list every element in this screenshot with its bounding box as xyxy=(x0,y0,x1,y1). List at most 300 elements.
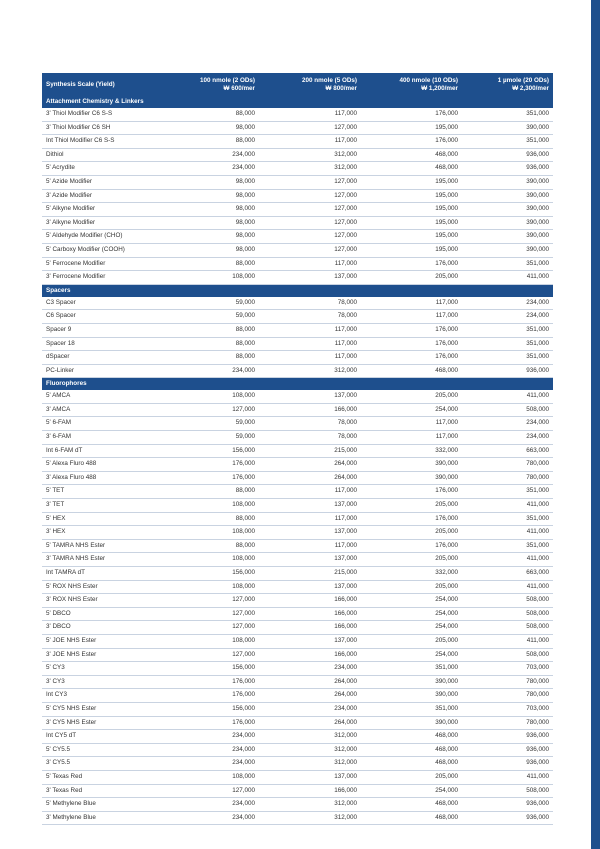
price-200-nmole-cell: 117,000 xyxy=(259,337,361,351)
price-100-nmole-cell: 127,000 xyxy=(168,784,259,798)
price-1-umole-cell: 411,000 xyxy=(462,634,553,648)
price-200-nmole-cell: 117,000 xyxy=(259,512,361,526)
table-row xyxy=(42,230,553,244)
price-400-nmole-cell: 205,000 xyxy=(361,770,462,784)
price-400-nmole-cell: 195,000 xyxy=(361,121,462,135)
price-1-umole-cell: 411,000 xyxy=(462,770,553,784)
price-100-nmole-cell: 98,000 xyxy=(168,175,259,189)
price-400-nmole-cell: 351,000 xyxy=(361,662,462,676)
product-name-cell: Spacer 9 xyxy=(42,323,168,337)
table-row xyxy=(42,621,553,635)
price-400-nmole-cell: 176,000 xyxy=(361,485,462,499)
price-200-nmole-cell: 127,000 xyxy=(259,203,361,217)
price-100-nmole-cell: 88,000 xyxy=(168,485,259,499)
price-1-umole-cell: 703,000 xyxy=(462,662,553,676)
price-100-nmole-cell: 234,000 xyxy=(168,364,259,378)
product-name-cell: 5' Ferrocene Modifier xyxy=(42,257,168,271)
table-row xyxy=(42,310,553,324)
product-name-cell: 5' TET xyxy=(42,485,168,499)
price-200-nmole-cell: 166,000 xyxy=(259,607,361,621)
price-400-nmole-cell: 176,000 xyxy=(361,539,462,553)
price-200-nmole-cell: 127,000 xyxy=(259,121,361,135)
product-name-cell: 3' Methylene Blue xyxy=(42,811,168,825)
price-100-nmole-cell: 234,000 xyxy=(168,162,259,176)
table-row xyxy=(42,351,553,365)
product-name-cell: 5' AMCA xyxy=(42,390,168,403)
price-400-nmole-cell: 195,000 xyxy=(361,175,462,189)
product-name-cell: PC-Linker xyxy=(42,364,168,378)
price-200-nmole-cell: 78,000 xyxy=(259,310,361,324)
price-400-nmole-cell: 195,000 xyxy=(361,230,462,244)
product-name-cell: Int Thiol Modifier C6 S-S xyxy=(42,135,168,149)
price-200-nmole-cell: 312,000 xyxy=(259,364,361,378)
product-name-cell: Int TAMRA dT xyxy=(42,567,168,581)
price-400-nmole-cell: 468,000 xyxy=(361,364,462,378)
price-100-nmole-cell: 98,000 xyxy=(168,189,259,203)
price-400-nmole-cell: 390,000 xyxy=(361,689,462,703)
price-400-nmole-cell: 176,000 xyxy=(361,512,462,526)
price-400-nmole-cell: 195,000 xyxy=(361,216,462,230)
table-row xyxy=(42,364,553,378)
price-1-umole-cell: 390,000 xyxy=(462,189,553,203)
price-200-nmole-cell: 264,000 xyxy=(259,689,361,703)
price-table xyxy=(42,73,553,825)
product-name-cell: Int 6-FAM dT xyxy=(42,444,168,458)
price-100-nmole-cell: 127,000 xyxy=(168,648,259,662)
price-1-umole-cell: 936,000 xyxy=(462,798,553,812)
table-row xyxy=(42,798,553,812)
price-400-nmole-cell: 176,000 xyxy=(361,108,462,121)
price-400-nmole-cell: 176,000 xyxy=(361,257,462,271)
price-100-nmole-cell: 88,000 xyxy=(168,108,259,121)
price-400-nmole-cell: 117,000 xyxy=(361,297,462,310)
price-200-nmole-cell: 127,000 xyxy=(259,189,361,203)
price-200-nmole-cell: 117,000 xyxy=(259,485,361,499)
table-row xyxy=(42,743,553,757)
product-name-cell: 3' Thiol Modifier C6 SH xyxy=(42,121,168,135)
price-1-umole-cell: 508,000 xyxy=(462,607,553,621)
product-name-cell: 5' Methylene Blue xyxy=(42,798,168,812)
price-1-umole-cell: 390,000 xyxy=(462,203,553,217)
price-1-umole-cell: 411,000 xyxy=(462,390,553,403)
table-row xyxy=(42,403,553,417)
product-name-cell: Spacer 18 xyxy=(42,337,168,351)
price-200-nmole-cell: 137,000 xyxy=(259,526,361,540)
price-100-nmole-cell: 98,000 xyxy=(168,203,259,217)
price-100-nmole-cell: 234,000 xyxy=(168,730,259,744)
header-100-nmole: 100 nmole (2 ODs) ₩ 600/mer xyxy=(168,73,259,96)
price-100-nmole-cell: 98,000 xyxy=(168,216,259,230)
price-1-umole-cell: 780,000 xyxy=(462,458,553,472)
price-1-umole-cell: 351,000 xyxy=(462,135,553,149)
price-100-nmole-cell: 108,000 xyxy=(168,499,259,513)
product-name-cell: 5' 6-FAM xyxy=(42,417,168,431)
table-row xyxy=(42,580,553,594)
table-row xyxy=(42,175,553,189)
price-200-nmole-cell: 78,000 xyxy=(259,417,361,431)
table-row xyxy=(42,257,553,271)
price-200-nmole-cell: 234,000 xyxy=(259,702,361,716)
price-400-nmole-cell: 468,000 xyxy=(361,757,462,771)
section-title: Fluorophores xyxy=(42,378,553,391)
price-1-umole-cell: 411,000 xyxy=(462,499,553,513)
product-name-cell: C6 Spacer xyxy=(42,310,168,324)
price-100-nmole-cell: 88,000 xyxy=(168,539,259,553)
product-name-cell: 3' Alexa Fluro 488 xyxy=(42,471,168,485)
price-200-nmole-cell: 166,000 xyxy=(259,621,361,635)
price-200-nmole-cell: 137,000 xyxy=(259,580,361,594)
product-name-cell: 3' TET xyxy=(42,499,168,513)
price-100-nmole-cell: 98,000 xyxy=(168,121,259,135)
section-header-row xyxy=(42,96,553,108)
product-name-cell: 5' Alkyne Modifier xyxy=(42,203,168,217)
product-name-cell: 3' Ferrocene Modifier xyxy=(42,271,168,285)
price-200-nmole-cell: 166,000 xyxy=(259,784,361,798)
price-400-nmole-cell: 205,000 xyxy=(361,580,462,594)
price-400-nmole-cell: 468,000 xyxy=(361,743,462,757)
table-row xyxy=(42,162,553,176)
table-row xyxy=(42,108,553,121)
table-row xyxy=(42,121,553,135)
product-name-cell: 5' TAMRA NHS Ester xyxy=(42,539,168,553)
table-row xyxy=(42,526,553,540)
price-100-nmole-cell: 156,000 xyxy=(168,662,259,676)
price-200-nmole-cell: 137,000 xyxy=(259,271,361,285)
price-200-nmole-cell: 137,000 xyxy=(259,553,361,567)
section-header-row xyxy=(42,284,553,297)
price-100-nmole-cell: 108,000 xyxy=(168,770,259,784)
price-400-nmole-cell: 254,000 xyxy=(361,594,462,608)
price-100-nmole-cell: 108,000 xyxy=(168,271,259,285)
price-200-nmole-cell: 312,000 xyxy=(259,162,361,176)
product-name-cell: 3' DBCO xyxy=(42,621,168,635)
price-1-umole-cell: 411,000 xyxy=(462,553,553,567)
price-200-nmole-cell: 127,000 xyxy=(259,243,361,257)
price-100-nmole-cell: 234,000 xyxy=(168,743,259,757)
price-400-nmole-cell: 195,000 xyxy=(361,189,462,203)
price-400-nmole-cell: 254,000 xyxy=(361,403,462,417)
price-400-nmole-cell: 205,000 xyxy=(361,526,462,540)
table-row xyxy=(42,648,553,662)
price-400-nmole-cell: 390,000 xyxy=(361,458,462,472)
product-name-cell: 5' Carboxy Modifier (COOH) xyxy=(42,243,168,257)
price-1-umole-cell: 780,000 xyxy=(462,689,553,703)
header-synthesis-scale: Synthesis Scale (Yield) xyxy=(42,73,168,96)
price-100-nmole-cell: 59,000 xyxy=(168,417,259,431)
product-name-cell: 3' ROX NHS Ester xyxy=(42,594,168,608)
table-row xyxy=(42,216,553,230)
price-1-umole-cell: 411,000 xyxy=(462,580,553,594)
price-200-nmole-cell: 127,000 xyxy=(259,216,361,230)
table-body xyxy=(42,96,553,825)
price-200-nmole-cell: 264,000 xyxy=(259,458,361,472)
product-name-cell: Int CY3 xyxy=(42,689,168,703)
price-200-nmole-cell: 117,000 xyxy=(259,351,361,365)
table-row xyxy=(42,594,553,608)
price-400-nmole-cell: 176,000 xyxy=(361,337,462,351)
price-100-nmole-cell: 108,000 xyxy=(168,580,259,594)
price-100-nmole-cell: 234,000 xyxy=(168,798,259,812)
price-400-nmole-cell: 176,000 xyxy=(361,135,462,149)
price-100-nmole-cell: 88,000 xyxy=(168,135,259,149)
price-100-nmole-cell: 176,000 xyxy=(168,675,259,689)
price-1-umole-cell: 390,000 xyxy=(462,230,553,244)
product-name-cell: Int CY5 dT xyxy=(42,730,168,744)
table-row xyxy=(42,390,553,403)
table-row xyxy=(42,485,553,499)
table-row xyxy=(42,243,553,257)
price-200-nmole-cell: 166,000 xyxy=(259,648,361,662)
price-100-nmole-cell: 234,000 xyxy=(168,148,259,162)
price-100-nmole-cell: 88,000 xyxy=(168,351,259,365)
price-100-nmole-cell: 88,000 xyxy=(168,512,259,526)
price-200-nmole-cell: 215,000 xyxy=(259,444,361,458)
price-100-nmole-cell: 108,000 xyxy=(168,634,259,648)
price-1-umole-cell: 780,000 xyxy=(462,716,553,730)
price-200-nmole-cell: 117,000 xyxy=(259,135,361,149)
price-1-umole-cell: 936,000 xyxy=(462,364,553,378)
price-100-nmole-cell: 234,000 xyxy=(168,811,259,825)
price-400-nmole-cell: 468,000 xyxy=(361,148,462,162)
product-name-cell: 3' Texas Red xyxy=(42,784,168,798)
price-400-nmole-cell: 117,000 xyxy=(361,417,462,431)
product-name-cell: Dithiol xyxy=(42,148,168,162)
price-1-umole-cell: 936,000 xyxy=(462,162,553,176)
price-100-nmole-cell: 88,000 xyxy=(168,323,259,337)
price-1-umole-cell: 936,000 xyxy=(462,757,553,771)
price-400-nmole-cell: 205,000 xyxy=(361,634,462,648)
price-1-umole-cell: 508,000 xyxy=(462,594,553,608)
price-1-umole-cell: 351,000 xyxy=(462,539,553,553)
price-200-nmole-cell: 264,000 xyxy=(259,675,361,689)
table-row xyxy=(42,757,553,771)
product-name-cell: 3' CY5 NHS Ester xyxy=(42,716,168,730)
product-name-cell: 3' TAMRA NHS Ester xyxy=(42,553,168,567)
price-100-nmole-cell: 176,000 xyxy=(168,689,259,703)
table-row xyxy=(42,675,553,689)
price-200-nmole-cell: 117,000 xyxy=(259,323,361,337)
price-100-nmole-cell: 98,000 xyxy=(168,243,259,257)
price-400-nmole-cell: 205,000 xyxy=(361,271,462,285)
price-100-nmole-cell: 59,000 xyxy=(168,297,259,310)
price-100-nmole-cell: 176,000 xyxy=(168,458,259,472)
table-row xyxy=(42,499,553,513)
price-400-nmole-cell: 390,000 xyxy=(361,471,462,485)
price-200-nmole-cell: 312,000 xyxy=(259,798,361,812)
price-200-nmole-cell: 78,000 xyxy=(259,297,361,310)
product-name-cell: 5' JOE NHS Ester xyxy=(42,634,168,648)
price-1-umole-cell: 390,000 xyxy=(462,216,553,230)
price-100-nmole-cell: 127,000 xyxy=(168,403,259,417)
product-name-cell: dSpacer xyxy=(42,351,168,365)
product-name-cell: 5' DBCO xyxy=(42,607,168,621)
section-header-row xyxy=(42,378,553,391)
table-row xyxy=(42,458,553,472)
table-header xyxy=(42,73,553,96)
table-row xyxy=(42,784,553,798)
table-row xyxy=(42,811,553,825)
price-100-nmole-cell: 59,000 xyxy=(168,431,259,445)
price-400-nmole-cell: 195,000 xyxy=(361,243,462,257)
price-400-nmole-cell: 117,000 xyxy=(361,310,462,324)
table-row xyxy=(42,567,553,581)
header-400-nmole: 400 nmole (10 ODs) ₩ 1,200/mer xyxy=(361,73,462,96)
price-1-umole-cell: 936,000 xyxy=(462,148,553,162)
table-row xyxy=(42,730,553,744)
product-name-cell: 5' CY3 xyxy=(42,662,168,676)
table-row xyxy=(42,512,553,526)
price-400-nmole-cell: 205,000 xyxy=(361,499,462,513)
price-100-nmole-cell: 176,000 xyxy=(168,471,259,485)
table-row xyxy=(42,297,553,310)
price-1-umole-cell: 508,000 xyxy=(462,621,553,635)
price-1-umole-cell: 663,000 xyxy=(462,444,553,458)
price-200-nmole-cell: 234,000 xyxy=(259,662,361,676)
price-200-nmole-cell: 312,000 xyxy=(259,730,361,744)
product-name-cell: 5' Acrydite xyxy=(42,162,168,176)
price-100-nmole-cell: 59,000 xyxy=(168,310,259,324)
price-200-nmole-cell: 264,000 xyxy=(259,716,361,730)
price-1-umole-cell: 936,000 xyxy=(462,811,553,825)
price-1-umole-cell: 780,000 xyxy=(462,675,553,689)
table-row xyxy=(42,607,553,621)
price-200-nmole-cell: 312,000 xyxy=(259,148,361,162)
section-title: Spacers xyxy=(42,284,553,297)
price-400-nmole-cell: 468,000 xyxy=(361,162,462,176)
price-400-nmole-cell: 176,000 xyxy=(361,351,462,365)
price-200-nmole-cell: 166,000 xyxy=(259,594,361,608)
price-1-umole-cell: 234,000 xyxy=(462,297,553,310)
table-row xyxy=(42,444,553,458)
price-1-umole-cell: 508,000 xyxy=(462,784,553,798)
table-row xyxy=(42,689,553,703)
price-400-nmole-cell: 332,000 xyxy=(361,567,462,581)
product-name-cell: 3' HEX xyxy=(42,526,168,540)
price-400-nmole-cell: 468,000 xyxy=(361,730,462,744)
price-1-umole-cell: 508,000 xyxy=(462,403,553,417)
price-1-umole-cell: 411,000 xyxy=(462,526,553,540)
price-400-nmole-cell: 254,000 xyxy=(361,784,462,798)
product-name-cell: 3' Alkyne Modifier xyxy=(42,216,168,230)
header-200-nmole: 200 nmole (5 ODs) ₩ 800/mer xyxy=(259,73,361,96)
price-1-umole-cell: 780,000 xyxy=(462,471,553,485)
price-100-nmole-cell: 127,000 xyxy=(168,594,259,608)
price-400-nmole-cell: 176,000 xyxy=(361,323,462,337)
price-100-nmole-cell: 88,000 xyxy=(168,337,259,351)
price-100-nmole-cell: 108,000 xyxy=(168,390,259,403)
price-100-nmole-cell: 156,000 xyxy=(168,567,259,581)
price-100-nmole-cell: 156,000 xyxy=(168,444,259,458)
price-100-nmole-cell: 108,000 xyxy=(168,526,259,540)
price-200-nmole-cell: 137,000 xyxy=(259,634,361,648)
price-200-nmole-cell: 137,000 xyxy=(259,390,361,403)
price-1-umole-cell: 508,000 xyxy=(462,648,553,662)
product-name-cell: 3' CY3 xyxy=(42,675,168,689)
table-row xyxy=(42,662,553,676)
price-1-umole-cell: 351,000 xyxy=(462,257,553,271)
price-200-nmole-cell: 215,000 xyxy=(259,567,361,581)
table-row xyxy=(42,337,553,351)
price-200-nmole-cell: 264,000 xyxy=(259,471,361,485)
price-200-nmole-cell: 127,000 xyxy=(259,230,361,244)
price-1-umole-cell: 351,000 xyxy=(462,337,553,351)
price-1-umole-cell: 234,000 xyxy=(462,310,553,324)
price-200-nmole-cell: 117,000 xyxy=(259,108,361,121)
table-row xyxy=(42,203,553,217)
price-400-nmole-cell: 468,000 xyxy=(361,811,462,825)
price-1-umole-cell: 663,000 xyxy=(462,567,553,581)
table-row xyxy=(42,323,553,337)
price-200-nmole-cell: 137,000 xyxy=(259,770,361,784)
price-200-nmole-cell: 117,000 xyxy=(259,257,361,271)
table-row xyxy=(42,189,553,203)
price-1-umole-cell: 936,000 xyxy=(462,743,553,757)
price-100-nmole-cell: 127,000 xyxy=(168,607,259,621)
product-name-cell: 3' 6-FAM xyxy=(42,431,168,445)
price-200-nmole-cell: 137,000 xyxy=(259,499,361,513)
price-400-nmole-cell: 254,000 xyxy=(361,621,462,635)
product-name-cell: 5' Texas Red xyxy=(42,770,168,784)
product-name-cell: 5' CY5 NHS Ester xyxy=(42,702,168,716)
price-400-nmole-cell: 390,000 xyxy=(361,716,462,730)
price-200-nmole-cell: 78,000 xyxy=(259,431,361,445)
product-name-cell: 5' HEX xyxy=(42,512,168,526)
price-100-nmole-cell: 88,000 xyxy=(168,257,259,271)
price-100-nmole-cell: 176,000 xyxy=(168,716,259,730)
price-1-umole-cell: 390,000 xyxy=(462,121,553,135)
price-1-umole-cell: 390,000 xyxy=(462,243,553,257)
product-name-cell: C3 Spacer xyxy=(42,297,168,310)
price-100-nmole-cell: 234,000 xyxy=(168,757,259,771)
price-400-nmole-cell: 351,000 xyxy=(361,702,462,716)
table-row xyxy=(42,716,553,730)
price-1-umole-cell: 936,000 xyxy=(462,730,553,744)
price-200-nmole-cell: 312,000 xyxy=(259,811,361,825)
price-200-nmole-cell: 312,000 xyxy=(259,757,361,771)
product-name-cell: 5' ROX NHS Ester xyxy=(42,580,168,594)
price-1-umole-cell: 234,000 xyxy=(462,417,553,431)
price-400-nmole-cell: 468,000 xyxy=(361,798,462,812)
price-400-nmole-cell: 205,000 xyxy=(361,553,462,567)
price-200-nmole-cell: 127,000 xyxy=(259,175,361,189)
price-1-umole-cell: 351,000 xyxy=(462,323,553,337)
table-row xyxy=(42,539,553,553)
price-400-nmole-cell: 117,000 xyxy=(361,431,462,445)
price-1-umole-cell: 390,000 xyxy=(462,175,553,189)
product-name-cell: 3' AMCA xyxy=(42,403,168,417)
price-400-nmole-cell: 205,000 xyxy=(361,390,462,403)
product-name-cell: 3' JOE NHS Ester xyxy=(42,648,168,662)
price-1-umole-cell: 351,000 xyxy=(462,108,553,121)
table-row xyxy=(42,431,553,445)
header-1-umole: 1 µmole (20 ODs) ₩ 2,300/mer xyxy=(462,73,553,96)
product-name-cell: 3' Thiol Modifier C6 S-S xyxy=(42,108,168,121)
table-row xyxy=(42,471,553,485)
price-400-nmole-cell: 332,000 xyxy=(361,444,462,458)
price-1-umole-cell: 703,000 xyxy=(462,702,553,716)
table-row xyxy=(42,553,553,567)
product-name-cell: 5' Alexa Fluro 488 xyxy=(42,458,168,472)
price-400-nmole-cell: 254,000 xyxy=(361,648,462,662)
section-title: Attachment Chemistry & Linkers xyxy=(42,96,553,108)
page-edge-bar xyxy=(591,0,600,849)
price-200-nmole-cell: 312,000 xyxy=(259,743,361,757)
price-400-nmole-cell: 254,000 xyxy=(361,607,462,621)
product-name-cell: 3' CY5.5 xyxy=(42,757,168,771)
price-200-nmole-cell: 166,000 xyxy=(259,403,361,417)
price-400-nmole-cell: 195,000 xyxy=(361,203,462,217)
table-row xyxy=(42,702,553,716)
